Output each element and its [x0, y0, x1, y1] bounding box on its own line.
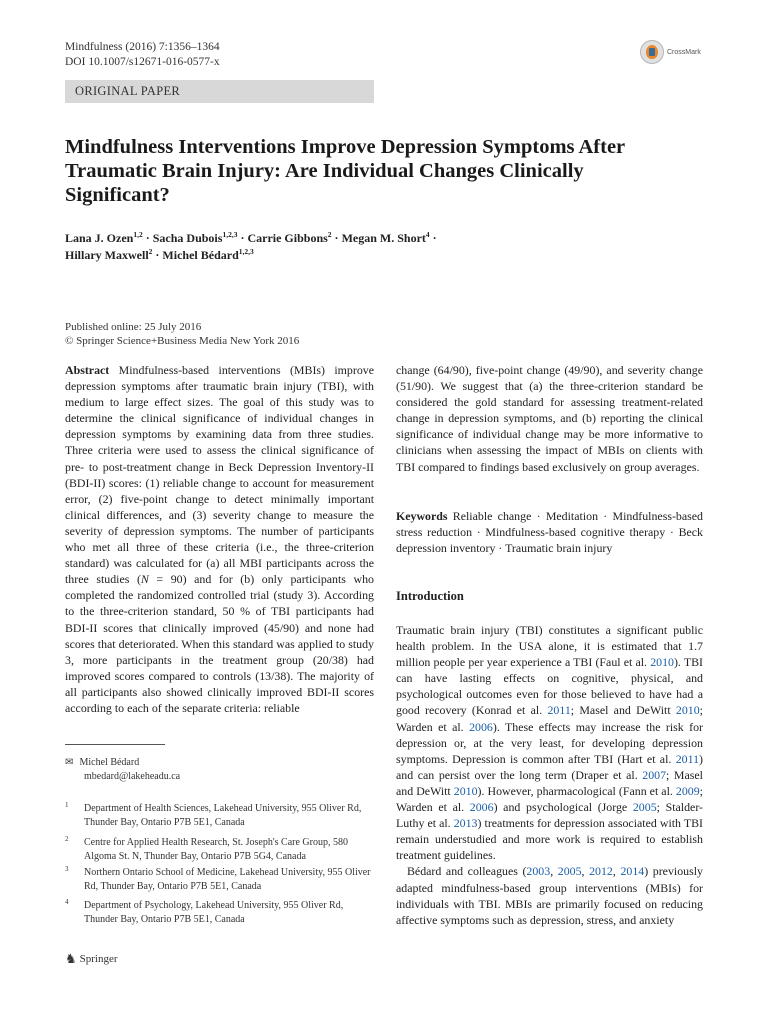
doi[interactable]: DOI 10.1007/s12671-016-0577-x — [65, 56, 220, 68]
springer-logo — [65, 951, 118, 967]
citation-link[interactable]: 2014 — [620, 864, 645, 879]
author-affiliation: 2 — [327, 230, 332, 239]
citation-link[interactable]: 2012 — [589, 864, 613, 879]
introduction-paragraph-1 — [396, 622, 703, 863]
citation-link[interactable]: 2005 — [557, 864, 582, 879]
paragraph-text: ). These effects may increase the risk for depression or, at the very least, for developing depression symptoms. Depression is common after TBI (Hart et al. — [396, 719, 704, 766]
paragraph-text: ; Warden et al. — [396, 783, 703, 815]
introduction-heading: Introduction — [396, 589, 464, 603]
copyright: © Springer Science+Business Media New York 2016 — [65, 335, 300, 347]
citation-link[interactable]: 2010 — [453, 783, 478, 798]
publisher-name: Springer — [79, 953, 118, 965]
abstract-paragraph — [65, 362, 374, 716]
publication-info — [65, 320, 299, 348]
citation-link[interactable]: 2010 — [650, 655, 674, 670]
affiliation-2 — [65, 836, 375, 864]
keywords-label: Keywords — [396, 509, 448, 523]
author-line-2: Hillary Maxwell$^2$ · Michel Bédard$^{1,2,3}$ — [65, 247, 254, 262]
paragraph-text: ) and can persist over the long term (Draper et al. — [396, 751, 703, 782]
citation-link[interactable]: 2010 — [675, 703, 700, 718]
author-affiliation: 1,2 — [133, 230, 143, 239]
author-affiliation: 1,2,3 — [222, 230, 238, 239]
affiliation-number: 3 — [65, 865, 69, 873]
citation-link[interactable]: 2011 — [547, 703, 571, 718]
author-name[interactable]: Carrie Gibbons — [247, 231, 328, 245]
author-line-1: Lana J. Ozen$^{1,2}$ · Sacha Dubois$^{1,2,3}$ · Carrie Gibbons$^2$ · Megan M. Short$^4$ · — [65, 230, 437, 245]
citation-link[interactable]: 2006 — [469, 719, 493, 734]
paragraph-text: , — [612, 864, 621, 879]
article-type-badge: ORIGINAL PAPER — [65, 80, 374, 103]
citation-link[interactable]: 2011 — [675, 751, 700, 766]
author-name[interactable]: Megan M. Short — [341, 231, 426, 245]
author-affiliation: 4 — [425, 230, 430, 239]
abstract-right-column — [396, 362, 703, 475]
paragraph-text: Traumatic brain injury (TBI) constitutes a significant public health problem. In the USA alone, it is estimated that 1.7 million people per year experience a TBI (Faul et al. — [396, 623, 703, 670]
paragraph-text: ; Warden et al. — [396, 703, 703, 734]
springer-horse-icon: ♞ — [65, 951, 77, 966]
affiliation-number: 2 — [65, 835, 69, 843]
abstract-continuation: change (64/90), five-point change (49/90), and severity change (51/90). We suggest that (a) the three-criterion standard be considered the gold standard for assessing treatment-related change in depression symptoms, and (b) reporting the clinical significance of individual change may be more informative to clinicians when assessing the impact of MBIs on clients with TBI compared to findings based exclusively on group averages. — [396, 363, 703, 474]
crossmark-icon — [640, 40, 664, 64]
author-affiliation: 1,2,3 — [238, 247, 254, 256]
affiliation-number: 4 — [65, 898, 69, 906]
citation-link[interactable]: 2007 — [642, 767, 667, 782]
affiliation-text: Centre for Applied Health Research, St. Joseph's Care Group, 580 Algoma St. N, Thunder Bay, Ontario P7B 5G4, Canada — [84, 837, 348, 862]
paragraph-text: ) previously adapted mindfulness-based group interventions (MBIs) for individuals with TBI. MBIs are primarily focused on reducing affective symptoms such as depression, stress, and anxiety — [396, 864, 703, 927]
paragraph-text: ; Masel and DeWitt — [396, 767, 703, 798]
abstract-text: Mindfulness-based interventions (MBIs) improve depression symptoms after traumatic brain injury (TBI), with medium to large effect sizes. The goal of this study was to determine the clinical significance of individual changes in depression symptoms by examining data from three studies. Three criteria were used to assess the clinical significance of pre- to post-treatment change in Beck Depression Inventory-II (BDI-II) scores: (1) reliable change to account for measurement error, (2) five-point change to detect minimally important clinical differences, and (3) severity change to measure the severity of depression symptoms. The number of participants who met all three of these criteria (i.e., the three-criterion standard) was calculated for (a) all MBI participants across the three studies ( — [65, 363, 374, 587]
author-name[interactable]: Hillary Maxwell — [65, 248, 149, 262]
author-name[interactable]: Sacha Dubois — [152, 231, 223, 245]
author-name[interactable]: Lana J. Ozen — [65, 231, 134, 245]
journal-header — [65, 40, 220, 70]
affiliation-1 — [65, 802, 375, 830]
paragraph-text: , — [581, 864, 590, 879]
correspondence-email[interactable]: mbedard@lakeheadu.ca — [84, 770, 181, 782]
affiliation-text: Northern Ontario School of Medicine, Lakehead University, 955 Oliver Rd, Thunder Bay, Ontario P7B 5E1, Canada — [84, 867, 371, 892]
keywords-section — [396, 508, 703, 556]
crossmark-label: CrossMark — [667, 48, 701, 56]
citation-link[interactable]: 2013 — [453, 816, 478, 831]
paragraph-text: ). However, pharmacological (Fann et al. — [477, 783, 676, 798]
paragraph-text: ; Stalder-Luthy et al. — [396, 800, 704, 831]
correspondence — [65, 756, 180, 783]
author-name[interactable]: Michel Bédard — [162, 248, 239, 262]
abstract-text-cont: = 90) and for (b) only participants who completed the randomized controlled trial (study 3). According to the three-criterion standard, 50 % of TBI participants had BDI-II scores that clinically improved (45/90) and none had scores that deteriorated. When this standard was applied to study 3, more participants in the treatment group (20/38) had improved scores compared to controls (13/38). The majority of all participants also showed clinically improved BDI-II scores according to each of the separate criteria: reliable — [65, 572, 374, 715]
abstract-left-column — [65, 362, 374, 716]
introduction-body — [396, 622, 703, 928]
affiliation-number: 1 — [65, 801, 69, 809]
footnote-rule — [65, 744, 165, 745]
citation-link[interactable]: 2005 — [632, 800, 657, 815]
paragraph-text: ). TBI can have lasting effects on cognitive, physical, and psychological outcomes even for those believed to have had a good recovery (Konrad et al. — [396, 655, 703, 718]
keywords-text: Reliable change · Meditation · Mindfulness-based stress reduction · Mindfulness-based cognitive therapy · Beck depression inventory · Traumatic brain injury — [396, 509, 703, 556]
author-list — [65, 230, 685, 264]
paragraph-text: , — [550, 864, 558, 879]
paragraph-text: ; Masel and DeWitt — [570, 703, 676, 718]
paragraph-text: Bédard and colleagues ( — [407, 864, 527, 879]
citation-link[interactable]: 2003 — [526, 864, 551, 879]
correspondence-name: Michel Bédard — [79, 757, 140, 768]
paper-title: Mindfulness Interventions Improve Depression Symptoms After Traumatic Brain Injury: Are Individual Changes Clinically Significant? — [65, 136, 625, 206]
citation-link[interactable]: 2009 — [675, 783, 700, 798]
published-date: Published online: 25 July 2016 — [65, 321, 202, 333]
citation-link[interactable]: 2006 — [469, 800, 494, 815]
affiliation-3 — [65, 866, 375, 894]
paragraph-text: ) and psychological (Jorge — [493, 800, 633, 815]
paragraph-text: ) treatments for depression associated with TBI remain understudied and more work is required to establish treatment guidelines. — [396, 816, 703, 863]
introduction-paragraph-2 — [396, 863, 703, 927]
affiliation-4 — [65, 899, 375, 927]
affiliation-text: Department of Psychology, Lakehead University, 955 Oliver Rd, Thunder Bay, Ontario P7B 5E1, Canada — [84, 900, 344, 925]
n-variable: N — [140, 572, 149, 587]
author-affiliation: 2 — [148, 247, 153, 256]
journal-citation: Mindfulness (2016) 7:1356–1364 — [65, 41, 220, 53]
crossmark-badge[interactable] — [640, 40, 701, 64]
envelope-icon: ✉ — [65, 757, 74, 768]
abstract-label: Abstract — [65, 363, 110, 377]
affiliation-text: Department of Health Sciences, Lakehead University, 955 Oliver Rd, Thunder Bay, Ontario P7B 5E1, Canada — [84, 803, 362, 828]
